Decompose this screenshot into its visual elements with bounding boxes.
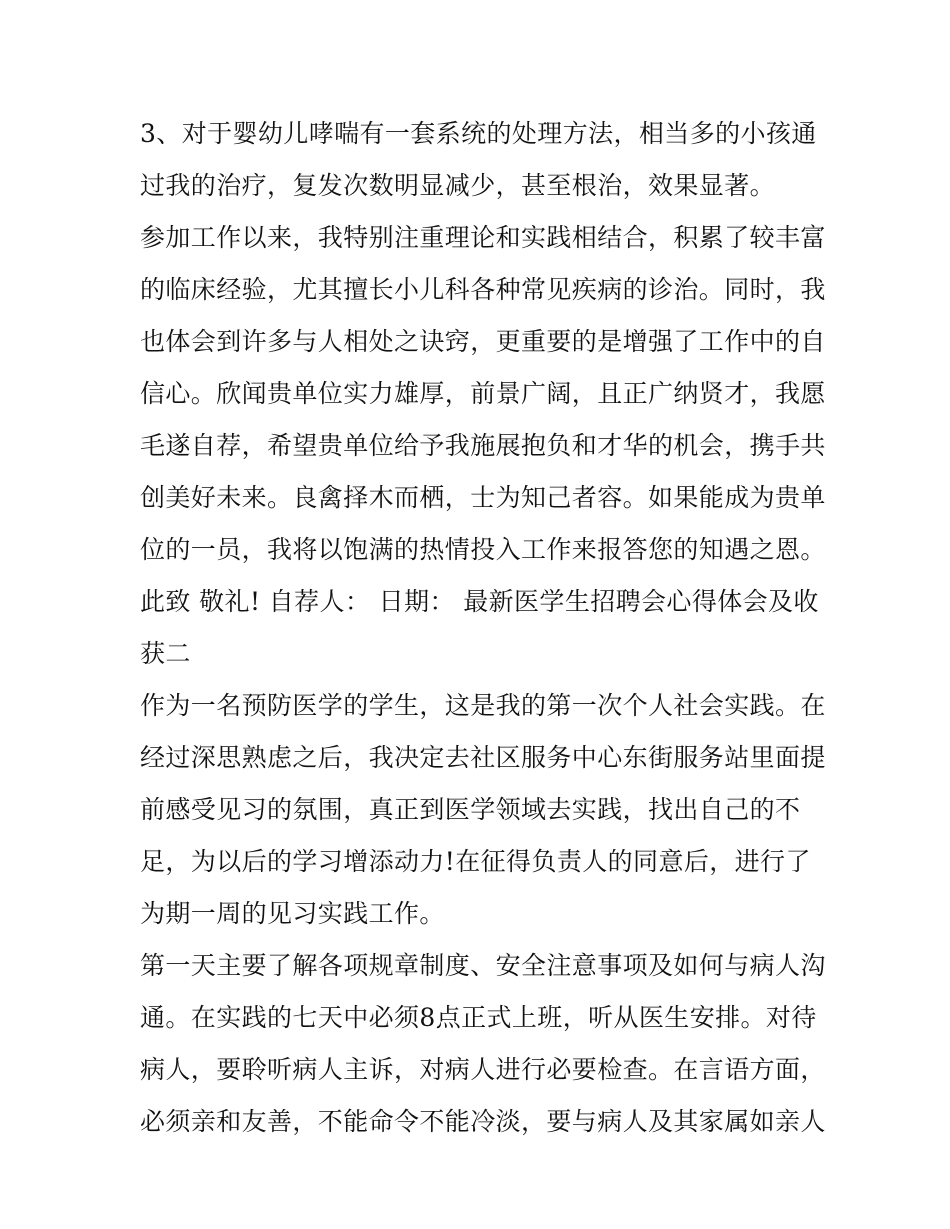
text-line: 也体会到许多与人相处之诀窍，更重要的是增强了工作中的自 <box>140 327 826 356</box>
text-line: 毛遂自荐，希望贵单位给予我施展抱负和才华的机会，携手共 <box>140 431 826 460</box>
text-line: 病人，要聆听病人主诉，对病人进行必要检查。在言语方面， <box>140 1055 826 1084</box>
text-line: 第一天主要了解各项规章制度、安全注意事项及如何与病人沟 <box>140 951 826 980</box>
text-line: 通。在实践的七天中必须8点正式上班，听从医生安排。对待 <box>140 1003 817 1032</box>
text-line: 经过深思熟虑之后，我决定去社区服务中心东街服务站里面提 <box>140 743 826 772</box>
text-line: 参加工作以来，我特别注重理论和实践相结合，积累了较丰富 <box>140 223 826 252</box>
text-line: 必须亲和友善，不能命令不能冷淡，要与病人及其家属如亲人 <box>140 1107 826 1136</box>
text-line: 获二 <box>140 639 191 668</box>
text-line: 足，为以后的学习增添动力!在征得负责人的同意后，进行了 <box>140 847 811 876</box>
text-line: 位的一员，我将以饱满的热情投入工作来报答您的知遇之恩。 <box>140 535 826 564</box>
document-body <box>140 108 826 1148</box>
text-line: 此致 敬礼! 自荐人： 日期： 最新医学生招聘会心得体会及收 <box>140 587 819 616</box>
text-line: 创美好未来。良禽择木而栖，士为知己者容。如果能成为贵单 <box>140 483 826 512</box>
text-line: 信心。欣闻贵单位实力雄厚，前景广阔，且正广纳贤才，我愿 <box>140 379 826 408</box>
text-line: 过我的治疗，复发次数明显减少，甚至根治，效果显著。 <box>140 171 776 200</box>
text-line: 为期一周的见习实践工作。 <box>140 899 445 928</box>
text-line: 的临床经验，尤其擅长小儿科各种常见疾病的诊治。同时，我 <box>140 275 826 304</box>
text-line: 3、对于婴幼儿哮喘有一套系统的处理方法，相当多的小孩通 <box>140 119 817 148</box>
text-line: 作为一名预防医学的学生，这是我的第一次个人社会实践。在 <box>140 691 826 720</box>
text-line: 前感受见习的氛围，真正到医学领域去实践，找出自己的不 <box>140 795 801 824</box>
